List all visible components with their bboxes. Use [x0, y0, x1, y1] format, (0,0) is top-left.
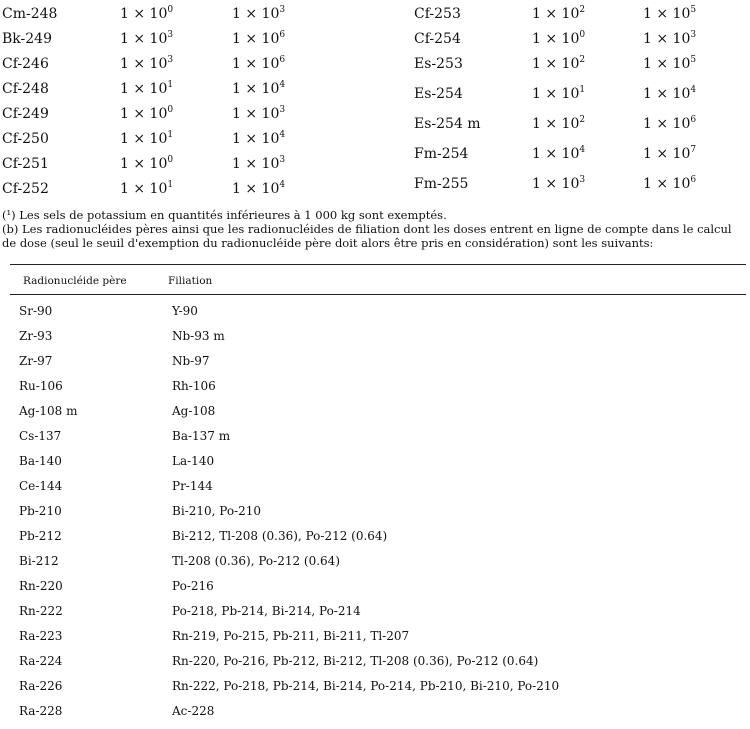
parent-nuclide: Rn-220: [19, 579, 63, 593]
parent-nuclide: Ra-223: [19, 629, 63, 643]
parent-nuclide: Ru-106: [19, 379, 63, 393]
exemption-activity: $1 \times 10^6$: [232, 30, 286, 47]
progeny-nuclides: Ba-137 m: [172, 429, 231, 443]
exemption-activity: $1 \times 10^6$: [643, 175, 697, 192]
exemption-concentration: $1 \times 10^1$: [532, 85, 586, 102]
parent-nuclide: Ba-140: [19, 454, 62, 468]
exemption-row-right: [0, 6, 750, 32]
parent-nuclide: Zr-97: [19, 354, 53, 368]
exemption-concentration: $1 \times 10^2$: [532, 5, 586, 22]
progeny-nuclides: Po-216: [172, 579, 214, 593]
parent-nuclide: Ra-226: [19, 679, 63, 693]
exemption-concentration: $1 \times 10^3$: [532, 175, 586, 192]
progeny-nuclides: La-140: [172, 454, 215, 468]
header-parent: Radionucléide père: [23, 275, 127, 287]
parent-nuclide: Ra-224: [19, 654, 63, 668]
table-row: [0, 629, 750, 654]
exemption-activity: $1 \times 10^4$: [232, 180, 286, 197]
footnote-b: [2, 222, 748, 250]
nuclide-name: Es-253: [414, 56, 463, 72]
parent-nuclide: Ag-108 m: [19, 404, 78, 418]
parent-nuclide: Sr-90: [19, 304, 53, 318]
parent-nuclide: Pb-212: [19, 529, 62, 543]
table-row: [0, 579, 750, 604]
footnote-a: [2, 208, 748, 222]
table-row: [0, 679, 750, 704]
progeny-nuclides: Rn-222, Po-218, Pb-214, Bi-214, Po-214, Pb-210, Bi-210, Po-210: [172, 679, 560, 693]
table-row: [0, 704, 750, 729]
footnotes: [2, 208, 748, 250]
exemption-activity: $1 \times 10^3$: [232, 105, 286, 122]
table-row: [0, 504, 750, 529]
exemption-activity: $1 \times 10^6$: [232, 55, 286, 72]
nuclide-name: Cf-251: [2, 156, 49, 172]
exemption-concentration: $1 \times 10^1$: [120, 80, 174, 97]
progeny-nuclides: Po-218, Pb-214, Bi-214, Po-214: [172, 604, 361, 618]
exemption-activity: $1 \times 10^3$: [232, 5, 286, 22]
parent-nuclide: Ce-144: [19, 479, 63, 493]
parent-nuclide: Pb-210: [19, 504, 62, 518]
table-header-rule: [10, 294, 746, 295]
exemption-concentration: $1 \times 10^0$: [120, 105, 174, 122]
progeny-nuclides: Ac-228: [172, 704, 215, 718]
exemption-concentration: $1 \times 10^2$: [532, 55, 586, 72]
exemption-activity: $1 \times 10^5$: [643, 5, 697, 22]
exemption-concentration: $1 \times 10^4$: [532, 145, 586, 162]
table-row: [0, 454, 750, 479]
table-row: [0, 654, 750, 679]
nuclide-name: Cf-254: [414, 31, 461, 47]
exemption-activity: $1 \times 10^3$: [643, 30, 697, 47]
exemption-row-left: [0, 181, 400, 207]
nuclide-name: Cf-252: [2, 181, 49, 197]
progeny-nuclides: Tl-208 (0.36), Po-212 (0.64): [172, 554, 340, 568]
nuclide-name: Fm-255: [414, 176, 469, 192]
exemption-activity: $1 \times 10^7$: [643, 145, 697, 162]
nuclide-name: Bk-249: [2, 31, 52, 47]
parent-nuclide: Rn-222: [19, 604, 63, 618]
exemption-concentration: $1 \times 10^2$: [532, 115, 586, 132]
progeny-nuclides: Nb-97: [172, 354, 210, 368]
nuclide-name: Es-254 m: [414, 116, 481, 132]
header-progeny: Filiation: [168, 275, 213, 287]
progeny-nuclides: Rn-219, Po-215, Pb-211, Bi-211, Tl-207: [172, 629, 410, 643]
table-row: [0, 429, 750, 454]
nuclide-name: Cf-248: [2, 81, 49, 97]
footnote-a-mark: (¹): [2, 208, 16, 222]
table-row: [0, 604, 750, 629]
nuclide-name: Fm-254: [414, 146, 469, 162]
parent-nuclide: Cs-137: [19, 429, 62, 443]
footnote-b-mark: (b): [2, 222, 19, 236]
exemption-activity: $1 \times 10^4$: [232, 130, 286, 147]
progeny-nuclides: Nb-93 m: [172, 329, 225, 343]
table-row: [0, 554, 750, 579]
exemption-row-right: [0, 56, 750, 82]
exemption-row-right: [0, 31, 750, 57]
exemption-activity: $1 \times 10^3$: [232, 155, 286, 172]
exemption-activity: $1 \times 10^6$: [643, 115, 697, 132]
exemption-activity: $1 \times 10^5$: [643, 55, 697, 72]
progeny-nuclides: Pr-144: [172, 479, 213, 493]
table-row: [0, 354, 750, 379]
exemption-concentration: $1 \times 10^1$: [120, 130, 174, 147]
parent-nuclide: Ra-228: [19, 704, 63, 718]
table-row: [0, 304, 750, 329]
progeny-nuclides: Bi-210, Po-210: [172, 504, 262, 518]
exemption-concentration: $1 \times 10^0$: [532, 30, 586, 47]
table-row: [0, 529, 750, 554]
exemption-concentration: $1 \times 10^0$: [120, 155, 174, 172]
exemption-concentration: $1 \times 10^3$: [120, 55, 174, 72]
table-row: [0, 479, 750, 504]
exemption-concentration: $1 \times 10^0$: [120, 5, 174, 22]
nuclide-name: Cf-246: [2, 56, 49, 72]
nuclide-name: Cf-253: [414, 6, 461, 22]
progeny-nuclides: Rn-220, Po-216, Pb-212, Bi-212, Tl-208 (0.36), Po-212 (0.64): [172, 654, 539, 668]
progeny-nuclides: Rh-106: [172, 379, 216, 393]
nuclide-name: Es-254: [414, 86, 463, 102]
progeny-nuclides: Bi-212, Tl-208 (0.36), Po-212 (0.64): [172, 529, 388, 543]
parent-nuclide: Bi-212: [19, 554, 59, 568]
table-row: [0, 379, 750, 404]
exemption-concentration: $1 \times 10^1$: [120, 180, 174, 197]
table-row: [0, 404, 750, 429]
exemption-concentration: $1 \times 10^3$: [120, 30, 174, 47]
table-top-rule: [10, 264, 746, 265]
nuclide-name: Cf-249: [2, 106, 49, 122]
nuclide-name: Cm-248: [2, 6, 58, 22]
nuclide-name: Cf-250: [2, 131, 49, 147]
exemption-activity: $1 \times 10^4$: [643, 85, 697, 102]
footnote-a-text: Les sels de potassium en quantités inférieures à 1 000 kg sont exemptés.: [15, 208, 447, 222]
exemption-activity: $1 \times 10^4$: [232, 80, 286, 97]
progeny-nuclides: Y-90: [172, 304, 198, 318]
progeny-nuclides: Ag-108: [172, 404, 216, 418]
table-row: [0, 329, 750, 354]
parent-nuclide: Zr-93: [19, 329, 53, 343]
footnote-b-text: Les radionucléides pères ainsi que les radionucléides de filiation dont les doses entrent en ligne de compte dans le calcul de dose (seul le seuil d'exemption du radionucléide père doit alors être pris en considération) sont les suivants:: [2, 222, 732, 250]
